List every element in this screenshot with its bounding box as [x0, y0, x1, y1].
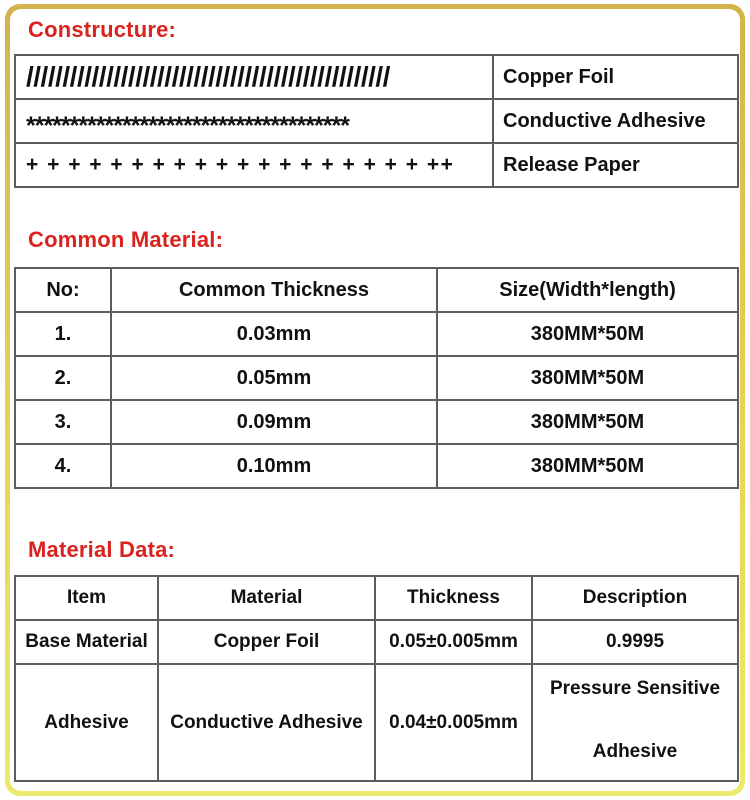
size-value: 380MM*50M	[437, 444, 738, 488]
copper-foil-layer-pattern	[15, 55, 493, 99]
table-row	[15, 99, 738, 143]
conductive-adhesive-layer-pattern	[15, 99, 493, 143]
column-header-description: Description	[532, 576, 738, 620]
size-value: 380MM*50M	[437, 356, 738, 400]
item-value: Base Material	[15, 620, 158, 664]
slash-pattern: //////////////////////////////////////////////////	[26, 61, 390, 92]
table-row	[15, 143, 738, 187]
description-two-lines	[533, 665, 737, 780]
material-value: Copper Foil	[158, 620, 375, 664]
description-line-1: Pressure Sensitive	[549, 678, 721, 699]
material-value: Conductive Adhesive	[158, 664, 375, 781]
thickness-value: 0.04±0.005mm	[375, 664, 532, 781]
thickness-value: 0.05±0.005mm	[375, 620, 532, 664]
table-header-row	[15, 576, 738, 620]
row-number: 4.	[15, 444, 111, 488]
table-row	[15, 400, 738, 444]
release-paper-layer-pattern	[15, 143, 493, 187]
table-row	[15, 312, 738, 356]
description-value: 0.9995	[532, 620, 738, 664]
thickness-value: 0.03mm	[111, 312, 437, 356]
material-data-heading: Material Data:	[28, 537, 176, 562]
common-material-table	[14, 267, 739, 489]
constructure-table	[14, 54, 739, 188]
star-pattern: *************************************	[26, 111, 349, 140]
size-value: 380MM*50M	[437, 312, 738, 356]
table-row	[15, 664, 738, 781]
layer-label-copper-foil: Copper Foil	[493, 55, 738, 99]
column-header-thickness: Thickness	[375, 576, 532, 620]
row-number: 1.	[15, 312, 111, 356]
table-row	[15, 55, 738, 99]
layer-label-conductive-adhesive: Conductive Adhesive	[493, 99, 738, 143]
constructure-heading: Constructure:	[28, 17, 177, 42]
column-header-thickness: Common Thickness	[111, 268, 437, 312]
plus-pattern: + + + + + + + + + + + + + + + + + + + ++	[26, 153, 455, 176]
material-data-table	[14, 575, 739, 782]
column-header-material: Material	[158, 576, 375, 620]
table-row	[15, 620, 738, 664]
common-material-heading: Common Material:	[28, 227, 224, 252]
column-header-size: Size(Width*length)	[437, 268, 738, 312]
layer-label-release-paper: Release Paper	[493, 143, 738, 187]
table-row	[15, 356, 738, 400]
description-line-2: Adhesive	[592, 741, 678, 762]
item-value: Adhesive	[15, 664, 158, 781]
column-header-no: No:	[15, 268, 111, 312]
thickness-value: 0.09mm	[111, 400, 437, 444]
row-number: 3.	[15, 400, 111, 444]
column-header-item: Item	[15, 576, 158, 620]
table-row	[15, 444, 738, 488]
table-header-row	[15, 268, 738, 312]
row-number: 2.	[15, 356, 111, 400]
size-value: 380MM*50M	[437, 400, 738, 444]
thickness-value: 0.10mm	[111, 444, 437, 488]
thickness-value: 0.05mm	[111, 356, 437, 400]
description-value	[532, 664, 738, 781]
